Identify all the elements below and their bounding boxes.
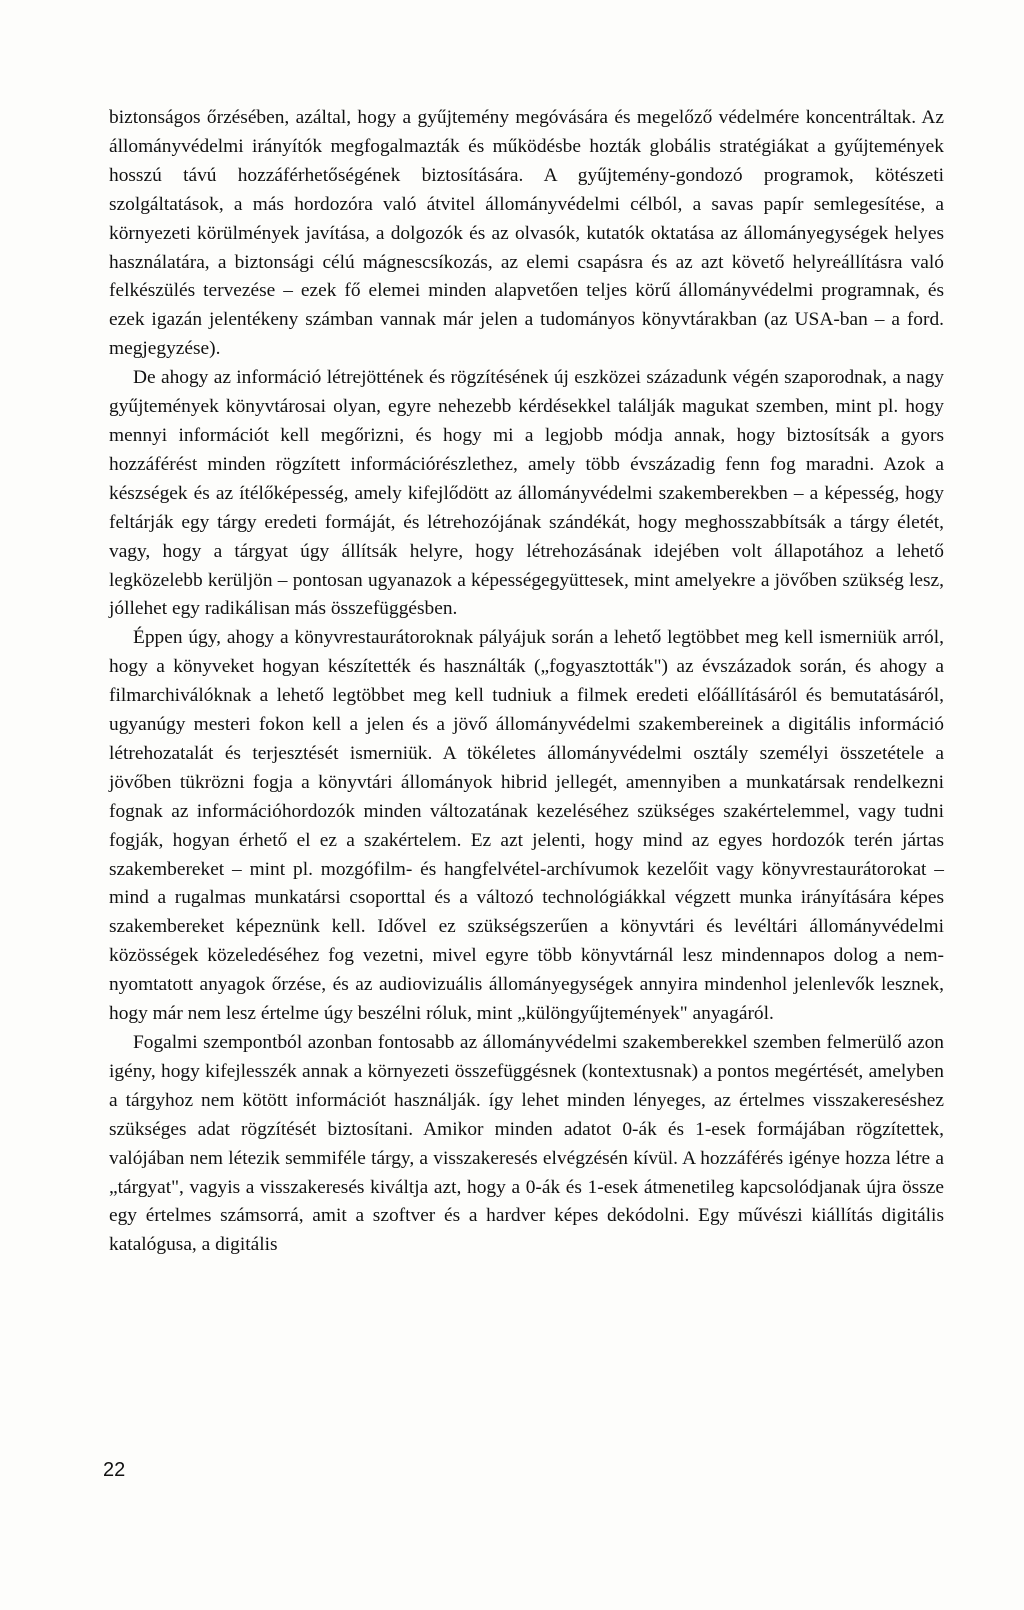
paragraph-3: Éppen úgy, ahogy a könyvrestaurátoroknak pályájuk során a lehető legtöbbet meg kell ismerniük arról, hogy a könyveket hogyan készítették és használták („fogyasztották") az évszázadok során, és ahogy a filmarchiválóknak a lehető legtöbbet meg kell tudniuk a filmek eredeti előállításáról és bemutatásáról, ugyanúgy mesteri fokon kell a jelen és a jövő állományvédelmi szakembereinek a digitális információ létrehozatalát és terjesztését ismerniük. A tökéletes állományvédelmi osztály személyi összetétele a jövőben tükrözni fogja a könyvtári állományok hibrid jellegét, amennyiben a munkatársak rendelkezni fognak az információhordozók minden változatának kezeléséhez szükséges szakértelemmel, vagy tudni fogják, hogyan érhető el ez a szakértelem. Ez azt jelenti, hogy mind az egyes hordozók terén jártas szakembereket – mint pl. mozgófilm- és hangfelvétel-archívumok kezelőit vagy könyvrestaurátorokat – mind a rugalmas munkatársi csoporttal és a változó technológiákkal végzett munka irányítására képes szakembereket képeznünk kell. Idővel ez szükségszerűen a könyvtári és levéltári állományvédelmi közösségek közeledéséhez fog vezetni, mivel egyre több könyvtárnál lesz mindennapos dolog a nem-nyomtatott anyagok őrzése, és az audiovizuális állományegységek annyira mindenhol jelenlevők lesznek, hogy már nem lesz értelme úgy beszélni róluk, mint „különgyűjtemények" anyagáról. <box>109 627 944 1025</box>
body-text <box>109 104 944 1260</box>
paragraph-2: De ahogy az információ létrejöttének és rögzítésének új eszközei századunk végén szaporodnak, a nagy gyűjtemények könyvtárosai olyan, egyre nehezebb kérdésekkel találják magukat szemben, mint pl. hogy mennyi információt kell megőrizni, és hogy mi a legjobb módja annak, hogy biztosítsák a gyors hozzáférést minden rögzített információrészlethez, amely több évszázadig fenn fog maradni. Azok a készségek és az ítélőképesség, amely kifejlődött az állományvédelmi szakemberekben – a képesség, hogy feltárják egy tárgy eredeti formáját, és létrehozójának szándékát, hogy meghosszabbítsák a tárgy életét, vagy, hogy a tárgyat úgy állítsák helyre, hogy létrehozásának idejében volt állapotához a lehető legközelebb kerüljön – pontosan ugyanazok a képességegyüttesek, mint amelyekre a jövőben szükség lesz, jóllehet egy radikálisan más összefüggésben. <box>109 367 944 620</box>
paragraph-4: Fogalmi szempontból azonban fontosabb az állományvédelmi szakemberekkel szemben felmerülő azon igény, hogy kifejlesszék annak a környezeti összefüggésnek (kontextusnak) a pontos megértését, amelyben a tárgyhoz nem kötött információt használják. így lehet minden lényeges, az értelmes visszakereséshez szükséges adat rögzítését biztosítani. Amikor minden adatot 0-ák és 1-esek formájában rögzítettek, valójában nem létezik semmiféle tárgy, a visszakeresés elvégzésén kívül. A hozzáférés igénye hozza létre a „tárgyat", vagyis a visszakeresés kiváltja azt, hogy a 0-ák és 1-esek átmenetileg kapcsolódjanak újra össze egy értelmes számsorrá, amit a szoftver és a hardver képes dekódolni. Egy művészi kiállítás digitális katalógusa, a digitális <box>109 1032 944 1256</box>
paragraph-1: biztonságos őrzésében, azáltal, hogy a gyűjtemény megóvására és megelőző védelmére koncentráltak. Az állományvédelmi irányítók megfogalmazták és működésbe hozták globális stratégiákat a gyűjtemények hosszú távú hozzáférhetőségének biztosítására. A gyűjtemény-gondozó programok, kötészeti szolgáltatások, a más hordozóra való átvitel állományvédelmi célból, a savas papír semlegesítése, a környezeti körülmények javítása, a dolgozók és az olvasók, kutatók oktatása az állományegységek helyes használatára, a biztonsági célú mágnescsíkozás, az elemi csapásra és az azt követő helyreállításra való felkészülés tervezése – ezek fő elemei minden alapvetően teljes körű állományvédelmi programnak, és ezek igazán jelentékeny számban vannak már jelen a tudományos könyvtárakban (az USA-ban – a ford. megjegyzése). <box>109 107 944 360</box>
page-number: 22 <box>103 1459 126 1481</box>
